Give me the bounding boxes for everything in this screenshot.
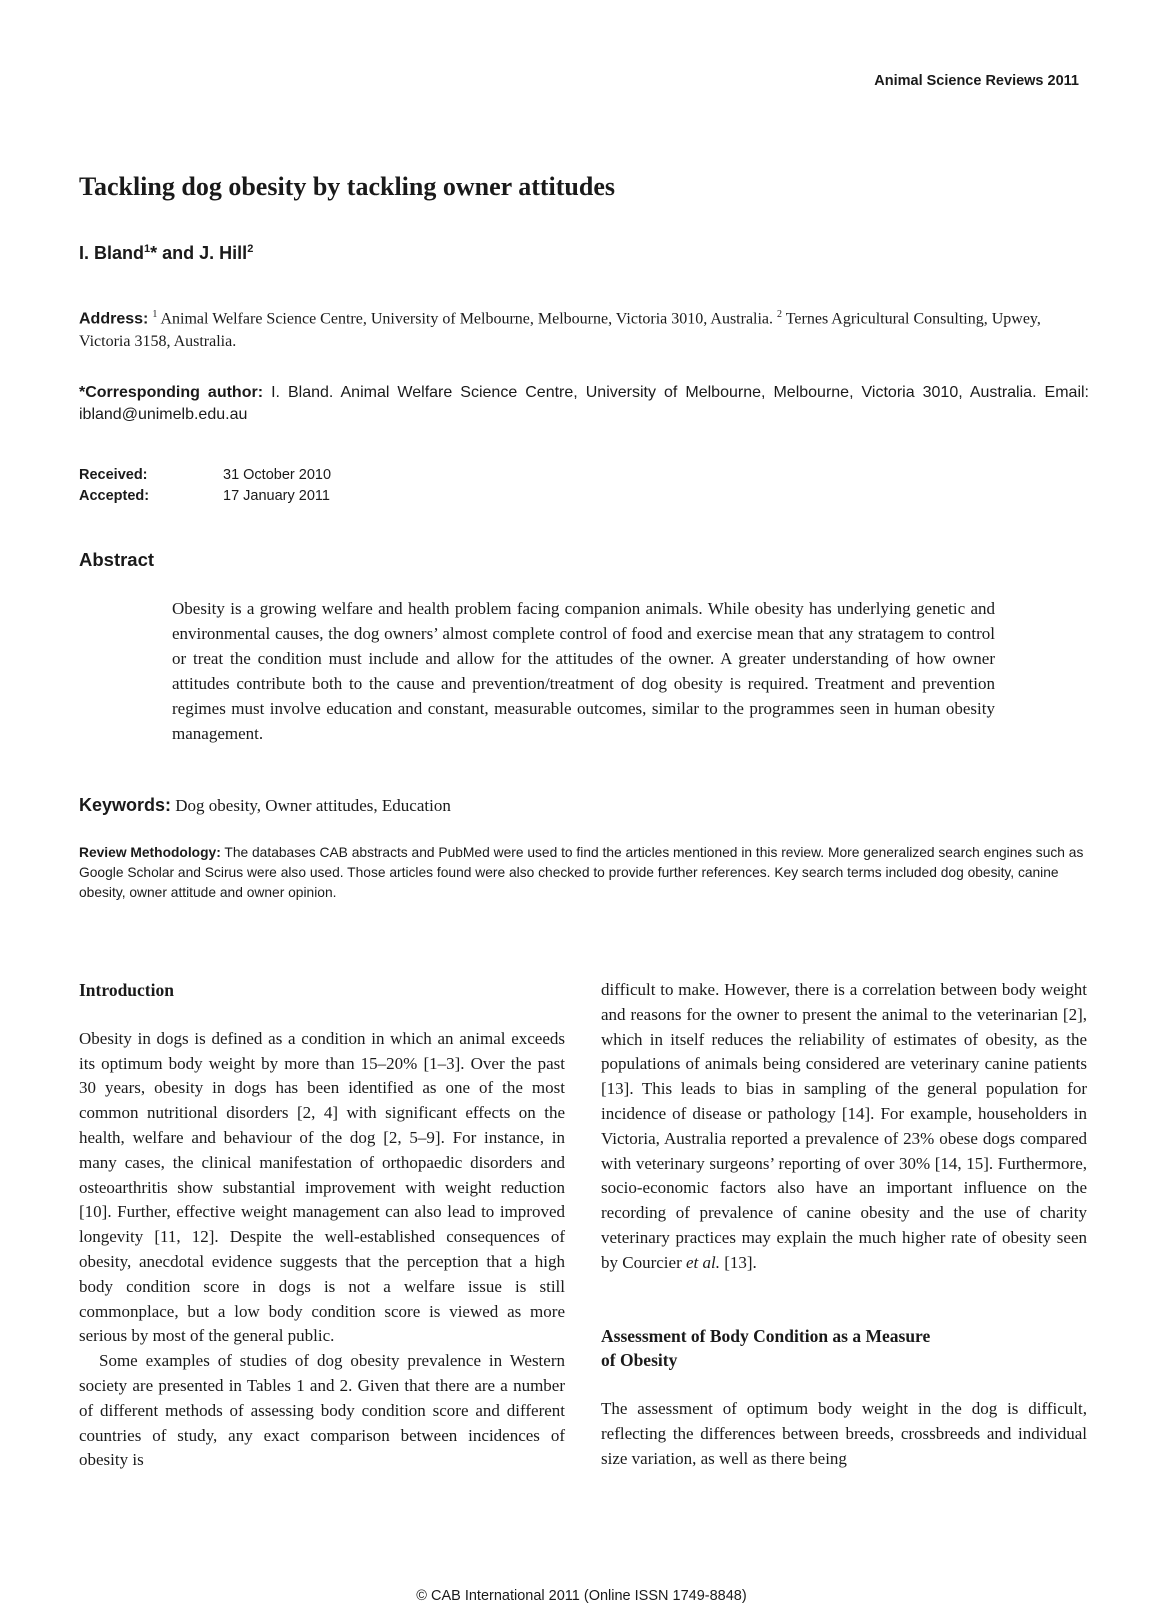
author-joiner: and xyxy=(157,243,200,263)
received-value: 31 October 2010 xyxy=(223,467,332,483)
review-methodology xyxy=(79,843,1089,903)
corresponding-marker: * xyxy=(150,243,158,263)
corresponding-text: I. Bland. Animal Welfare Science Centre, University of Melbourne, Melbourne, Victoria 3010, Australia. Email: ibland@unimelb.edu.au xyxy=(79,384,1089,423)
received-label: Received: xyxy=(79,467,148,483)
address-text-2: Ternes Agricultural Consulting, Upwey, Victoria 3158, Australia. xyxy=(79,310,1041,351)
methodology-text: The databases CAB abstracts and PubMed were used to find the articles mentioned in this review. More generalized search engines such as Google Scholar and Scirus were also used. Those articles found were also checked to provide further references. Key search terms included dog obesity, canine obesity, owner attitude and owner opinion. xyxy=(79,845,1084,900)
assessment-heading-line-2: of Obesity xyxy=(601,1350,678,1371)
intro-paragraph-2: Some examples of studies of dog obesity prevalence in Western society are presented in Tables 1 and 2. Given that there are a number of different methods of assessing body condition score and different countries of study, any exact comparison between incidences of obesity is xyxy=(79,1351,565,1470)
introduction-heading: Introduction xyxy=(79,980,174,1000)
address-sup-2: 2 xyxy=(777,309,783,320)
journal-name: Animal Science Reviews 2011 xyxy=(874,73,1079,89)
keywords xyxy=(79,795,451,816)
copyright-footer: © CAB International 2011 (Online ISSN 1749-8848) xyxy=(416,1588,747,1604)
abstract-heading: Abstract xyxy=(79,549,155,570)
accepted-row xyxy=(79,486,331,507)
address-sup-1: 1 xyxy=(152,309,158,320)
author-2-affiliation: 2 xyxy=(247,243,254,255)
assessment-heading-line-1: Assessment of Body Condition as a Measure xyxy=(601,1325,931,1346)
keywords-text: Dog obesity, Owner attitudes, Education xyxy=(175,796,451,815)
methodology-label: Review Methodology: xyxy=(79,845,221,860)
intro-paragraph-1: Obesity in dogs is defined as a condition in which an animal exceeds its optimum body weight by more than 15–20% [1–3]. Over the past 30 years, obesity in dogs has been identified as one of the most common nutritional disorders [2, 4] with significant effects on the health, welfare and behaviour of the dog [2, 5–9]. For instance, in many cases, the clinical manifestation of orthopaedic disorders and osteoarthritis show substantial improvement with weight reduction [10]. Further, effective weight management can also lead to improved longevity [11, 12]. Despite the well-established consequences of obesity, anecdotal evidence suggests that the perception that a high body condition score in dogs is not a welfare issue is still commonplace, but a low body condition score is viewed as more serious by most of the general public. xyxy=(79,1028,565,1346)
accepted-value: 17 January 2011 xyxy=(223,488,330,504)
abstract-text: Obesity is a growing welfare and health problem facing companion animals. While obesity has underlying genetic and environmental causes, the dog owners’ almost complete control of food and exercise mean that any stratagem to control or treat the condition must include and allow for the attitudes of the owner. A greater understanding of how owner attitudes contribute both to the cause and prevention/treatment of dog obesity is required. Treatment and prevention regimes must involve education and constant, measurable outcomes, similar to the programmes seen in human obesity management. xyxy=(172,599,995,743)
keywords-label: Keywords: xyxy=(79,795,172,815)
body-column-left xyxy=(79,978,565,1473)
received-row xyxy=(79,465,331,486)
body-column-right xyxy=(601,978,1087,1472)
article-title: Tackling dog obesity by tackling owner attitudes xyxy=(79,172,615,201)
author-1-affiliation: 1 xyxy=(144,243,151,255)
corresponding-label: *Corresponding author: xyxy=(79,384,264,401)
right-paragraph-1-main: difficult to make. However, there is a correlation between body weight and reasons for the owner to present the animal to the veterinarian [2], which in itself reduces the reliability of estimates of obesity, as the populations of animals being considered are veterinary canine patients [13]. This leads to bias in sampling of the general population for incidence of disease or pathology [14]. For example, householders in Victoria, Australia reported a prevalence of 23% obese dogs compared with veterinary surgeons’ reporting of over 30% [14, 15]. Furthermore, socio-economic factors also have an important influence on the recording of prevalence of canine obesity and the use of charity veterinary practices may explain the much higher rate of obesity seen by Courcier xyxy=(601,980,1087,1272)
address xyxy=(79,303,1089,353)
right-paragraph-1 xyxy=(601,978,1087,1276)
accepted-label: Accepted: xyxy=(79,488,150,504)
author-2: J. Hill xyxy=(199,243,248,263)
corresponding-author xyxy=(79,382,1089,426)
address-label: Address: xyxy=(79,310,149,328)
authors xyxy=(79,243,253,264)
address-text-1: Animal Welfare Science Centre, University of Melbourne, Melbourne, Victoria 3010, Australia. xyxy=(160,310,774,328)
assessment-paragraph-1: The assessment of optimum body weight in the dog is difficult, reflecting the differences between breeds, crossbreeds and individual size variation, as well as there being xyxy=(601,1399,1087,1468)
assessment-heading xyxy=(601,1324,1087,1374)
right-paragraph-1-end: [13]. xyxy=(719,1252,757,1272)
author-1: I. Bland xyxy=(79,243,145,263)
article-dates xyxy=(79,465,331,507)
et-al: et al. xyxy=(685,1252,720,1272)
